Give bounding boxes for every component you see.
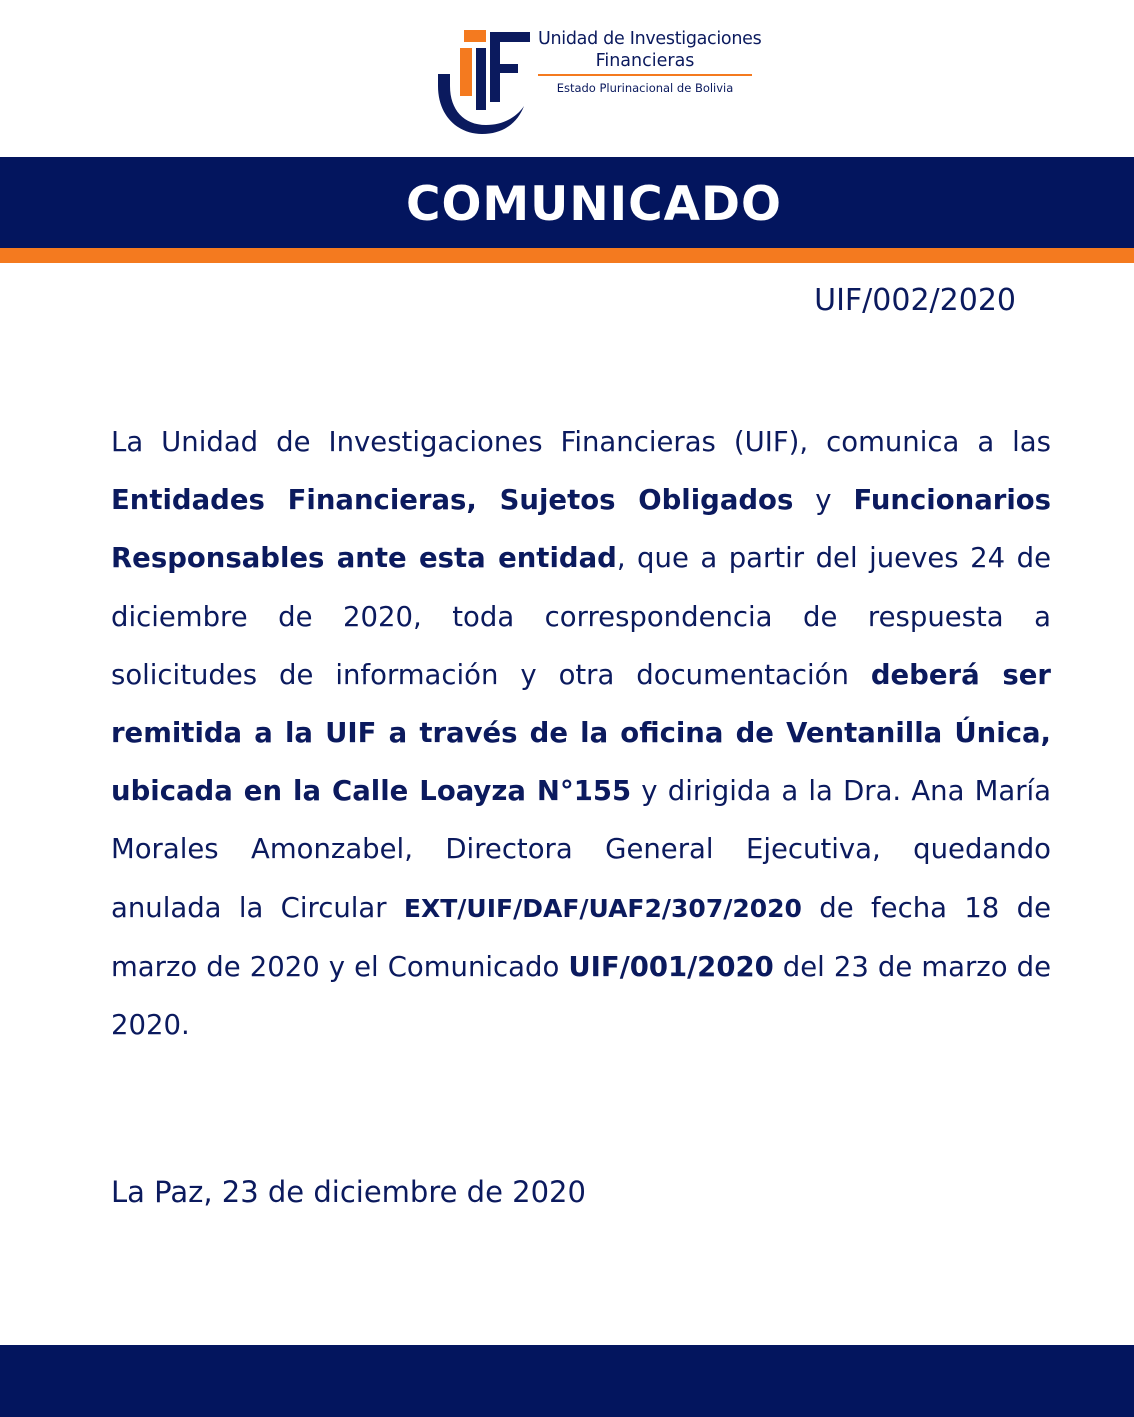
body-text-3: , que a partir del jueves 24 de diciembre de 2020, toda correspondencia de respuesta a solicitudes de información y otra documentación [111,542,1051,691]
header [0,0,1134,157]
uif-logo-icon [432,24,532,136]
body-text-6: del 23 de marzo de 2020. [111,950,1052,1042]
body-text-4: y dirigida a la Dra. Ana María Morales Amonzabel, Directora General Ejecutiva, quedando anulada la Circular [111,775,1051,924]
logo-title-line2: Financieras [595,51,695,71]
logo-title-line1: Unidad de Investigaciones [538,29,762,49]
banner-accent-stripe [0,248,1134,263]
body-text-5: de fecha 18 de marzo de 2020 y el Comunicado [111,891,1051,983]
circular-code: EXT/UIF/DAF/UAF2/307/2020 [403,893,802,923]
body-text-1: La Unidad de Investigaciones Financieras (UIF), comunica a las [111,426,1051,458]
page-title: COMUNICADO [405,177,783,232]
footer-bar [0,1345,1134,1417]
body-bold-1: Entidades Financieras, Sujetos Obligados [111,484,794,517]
logo-divider [538,74,752,76]
body-bold-2: Funcionarios Responsables ante esta entidad [111,484,1052,575]
logo-text [538,28,762,95]
body-bold-4: UIF/001/2020 [568,950,774,983]
place-date: La Paz, 23 de diciembre de 2020 [111,1175,586,1209]
body-bold-3: deberá ser remitida a la UIF a través de la oficina de Ventanilla Única, ubicada en la Calle Loayza N°155 [111,658,1051,808]
body-text-2: y [793,484,854,517]
logo-subtitle: Estado Plurinacional de Bolivia [556,81,734,95]
document-number: UIF/002/2020 [814,283,1016,318]
document-body [111,413,1051,1054]
